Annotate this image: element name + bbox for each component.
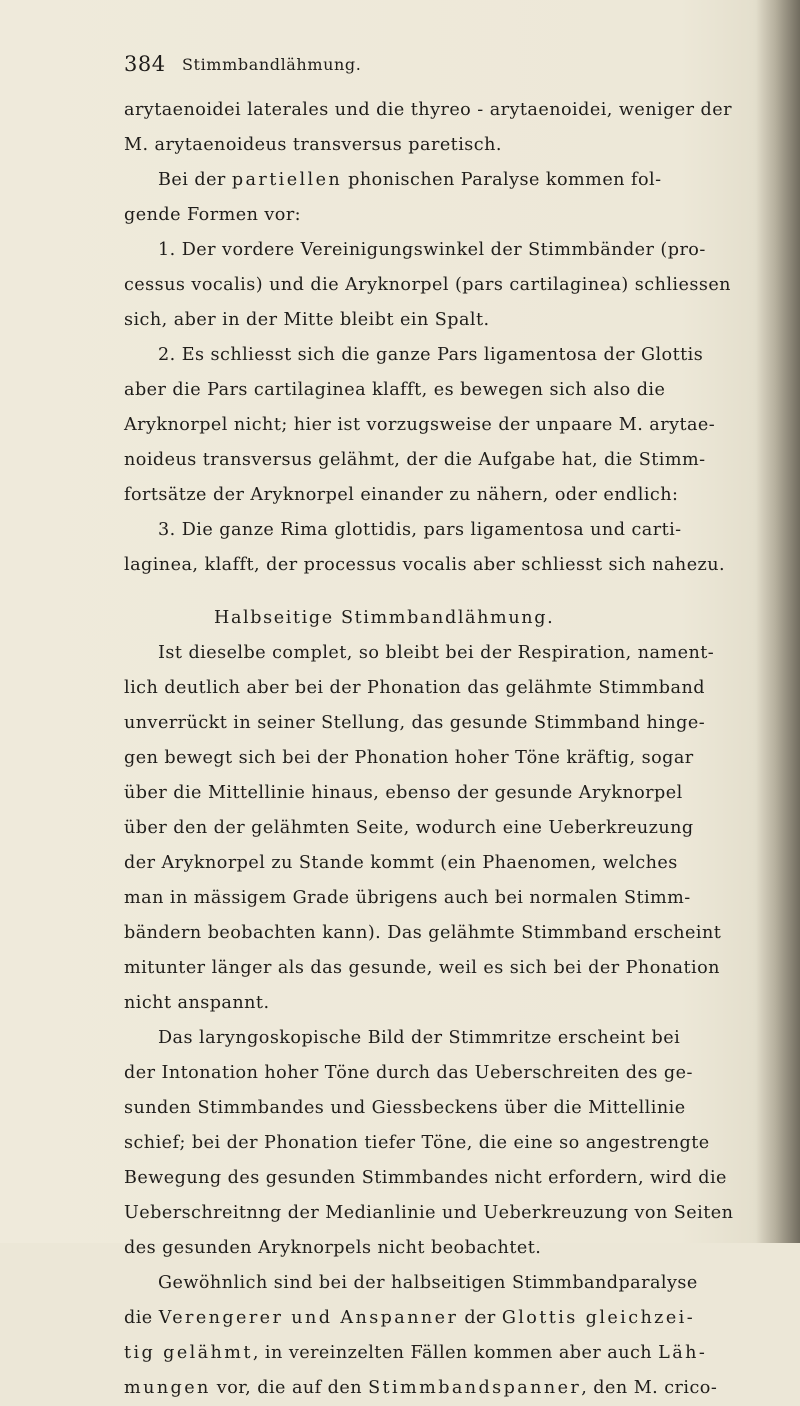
text-line: mitunter länger als das gesunde, weil es sich bei der Phonation <box>124 958 720 978</box>
text-line: arytaenoidei laterales und die thyreo - arytaenoidei, weniger der <box>124 100 732 120</box>
text-line: lich deutlich aber bei der Phonation das gelähmte Stimmband <box>124 678 705 698</box>
text-line <box>124 1301 744 1336</box>
text-line: unverrückt in seiner Stellung, das gesunde Stimmband hinge- <box>124 713 706 733</box>
list-item-line: noideus transversus gelähmt, der die Aufgabe hat, die Stimm- <box>124 450 706 470</box>
text-line: bändern beobachten kann). Das gelähmte Stimmband erscheint <box>124 923 722 943</box>
text-span: Bei der <box>158 170 232 190</box>
list-item-line: aber die Pars cartilaginea klafft, es bewegen sich also die <box>124 380 666 400</box>
text-span: , in vereinzelten Fällen kommen aber auch <box>252 1343 659 1363</box>
text-line: der Aryknorpel zu Stande kommt (ein Phaenomen, welches <box>124 853 678 873</box>
text-line <box>124 1336 744 1371</box>
section-gap <box>124 583 744 601</box>
list-item-line: Aryknorpel nicht; hier ist vorzugsweise der unpaare M. arytae- <box>124 415 716 435</box>
emphasis-spaced: partiellen <box>231 170 343 190</box>
list-item-line: 1. Der vordere Vereinigungswinkel der Stimmbänder (pro- <box>158 240 706 260</box>
text-line: über die Mittellinie hinaus, ebenso der gesunde Aryknorpel <box>124 783 683 803</box>
text-line: Das laryngoskopische Bild der Stimmritze erscheint bei <box>158 1028 681 1048</box>
list-item-line: laginea, klafft, der processus vocalis aber schliesst sich nahezu. <box>124 555 726 575</box>
page-edge-shadow <box>756 0 800 1243</box>
text-line: schief; bei der Phonation tiefer Töne, die eine so angestrengte <box>124 1133 710 1153</box>
running-head: Stimmbandlähmung. <box>182 55 362 74</box>
text-line: der Intonation hoher Töne durch das Ueberschreiten des ge- <box>124 1063 693 1083</box>
text-line: gende Formen vor: <box>124 205 302 225</box>
list-item-line: sich, aber in der Mitte bleibt ein Spalt. <box>124 310 490 330</box>
text-span: der <box>458 1308 502 1328</box>
text-line: nicht anspannt. <box>124 993 270 1013</box>
text-line <box>124 163 744 198</box>
emphasis-spaced: tig gelähmt <box>124 1343 253 1363</box>
text-span: phonischen Paralyse kommen fol- <box>342 170 662 190</box>
page-number: 384 <box>124 52 166 76</box>
text-line: Ist dieselbe complet, so bleibt bei der Respiration, nament- <box>158 643 715 663</box>
emphasis-spaced: Stimmbandspanner <box>368 1378 582 1398</box>
section-heading: Halbseitige Stimmbandlähmung. <box>214 608 555 628</box>
text-line <box>124 1371 744 1406</box>
page-header <box>124 52 724 82</box>
emphasis-spaced: mungen <box>124 1378 211 1398</box>
text-line: Ueberschreitnng der Medianlinie und Ueberkreuzung von Seiten <box>124 1203 734 1223</box>
text-line: Gewöhnlich sind bei der halbseitigen Stimmbandparalyse <box>158 1273 698 1293</box>
list-item-line: 2. Es schliesst sich die ganze Pars ligamentosa der Glottis <box>158 345 704 365</box>
list-item-line: fortsätze der Aryknorpel einander zu nähern, oder endlich: <box>124 485 679 505</box>
text-span: vor, die auf den <box>210 1378 369 1398</box>
text-line: man in mässigem Grade übrigens auch bei normalen Stimm- <box>124 888 691 908</box>
text-line: des gesunden Aryknorpels nicht beobachtet. <box>124 1238 542 1258</box>
emphasis-spaced: Verengerer und Anspanner <box>158 1308 459 1328</box>
body-text <box>124 93 744 1406</box>
list-item-line: 3. Die ganze Rima glottidis, pars ligamentosa und carti- <box>158 520 682 540</box>
text-line: Bewegung des gesunden Stimmbandes nicht erfordern, wird die <box>124 1168 727 1188</box>
text-span: die <box>124 1308 159 1328</box>
text-line: über den der gelähmten Seite, wodurch eine Ueberkreuzung <box>124 818 694 838</box>
text-line: gen bewegt sich bei der Phonation hoher Töne kräftig, sogar <box>124 748 694 768</box>
list-item-line: cessus vocalis) und die Aryknorpel (pars cartilaginea) schliessen <box>124 275 731 295</box>
text-line: M. arytaenoideus transversus paretisch. <box>124 135 502 155</box>
text-span: , den M. crico- <box>581 1378 718 1398</box>
emphasis-spaced: Glottis gleichzei- <box>501 1308 696 1328</box>
text-line: sunden Stimmbandes und Giessbeckens über die Mittellinie <box>124 1098 686 1118</box>
emphasis-spaced: Läh- <box>658 1343 708 1363</box>
